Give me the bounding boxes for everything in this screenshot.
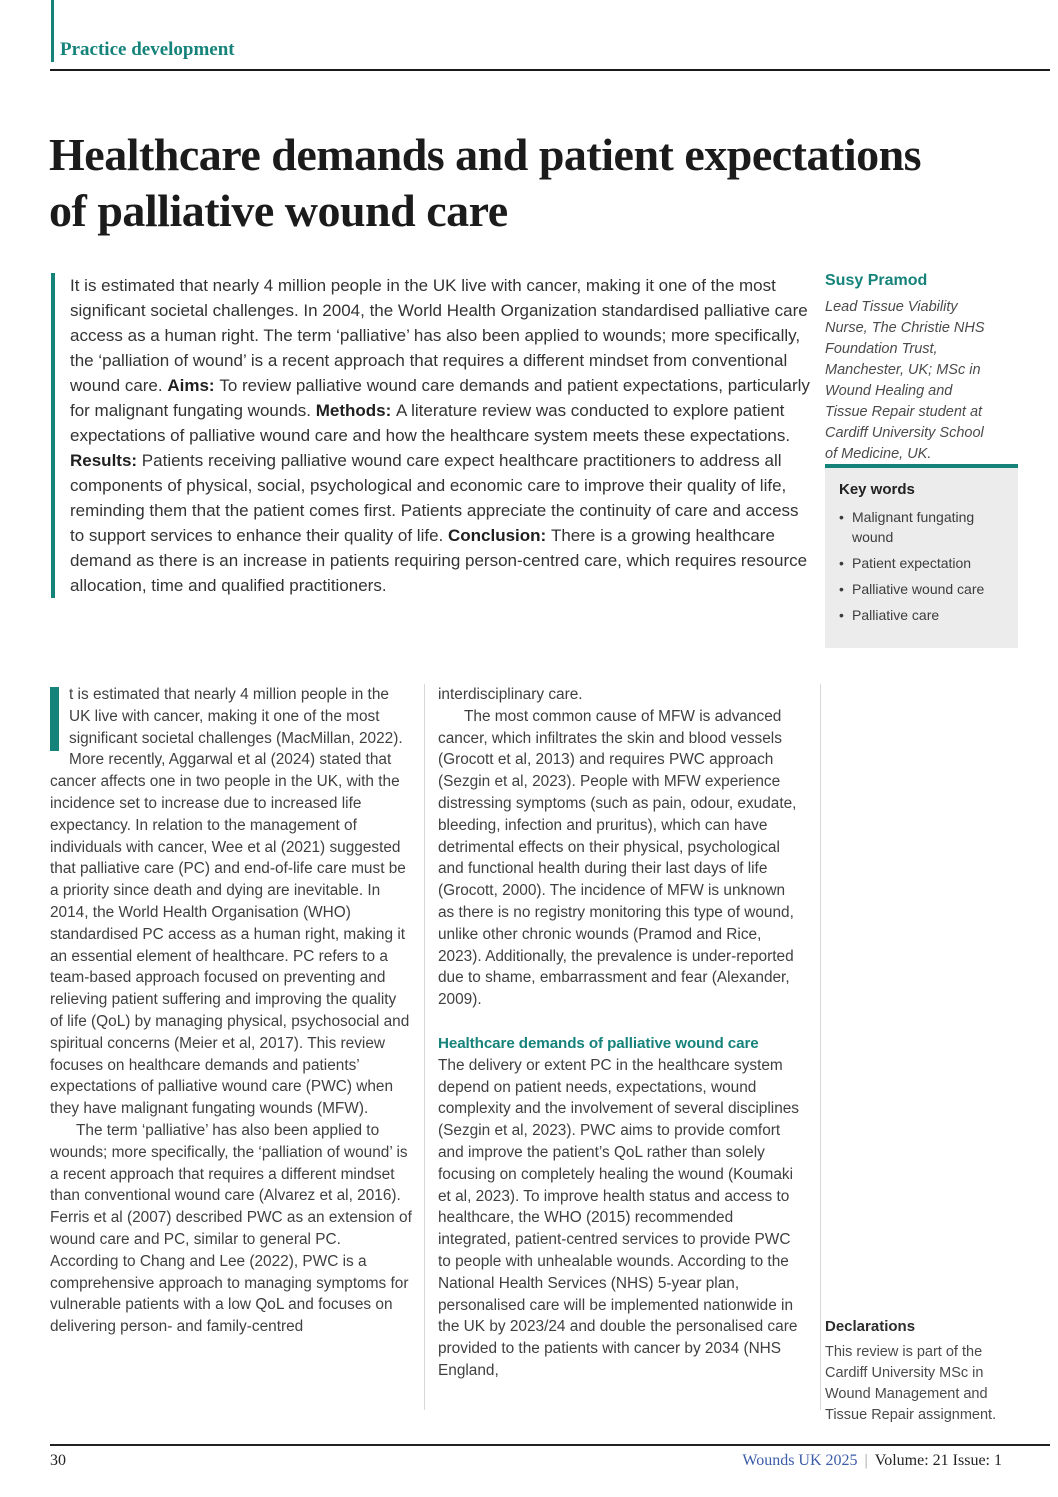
declarations-block <box>825 1318 997 1426</box>
abstract-segment: To review palliative wound care demands and patient expectations, particularly for malignant fungating wounds. <box>70 376 810 420</box>
column-divider <box>820 684 821 1410</box>
footer-separator: | <box>864 1452 868 1469</box>
author-block <box>825 272 997 465</box>
body-paragraph: interdisciplinary care. <box>438 686 583 703</box>
abstract-segment: There is a growing healthcare demand as there is an increase in patients requiring person-centred care, which requires resource allocation, time and qualified practitioners. <box>70 526 808 595</box>
author-name: Susy Pramod <box>825 272 928 289</box>
header-rule <box>50 69 1050 71</box>
issue-info: Volume: 21 Issue: 1 <box>874 1452 1002 1469</box>
page-number: 30 <box>50 1452 66 1469</box>
author-affiliation: Lead Tissue Viability Nurse, The Christie NHS Foundation Trust, Manchester, UK; MSc in Wound Healing and Tissue Repair student at Cardiff University School of Medicine, UK. <box>825 299 985 462</box>
kicker-accent-bar <box>51 0 54 62</box>
declarations-text: This review is part of the Cardiff University MSc in Wound Management and Tissue Repair assignment. <box>825 1344 997 1423</box>
keyword-item: • Palliative wound care <box>839 579 1006 599</box>
body-paragraph: The term ‘palliative’ has also been applied to wounds; more specifically, the ‘palliation of wound’ is a recent approach that requires a different mindset than conventional wound care (Alvarez et al, 2016). Ferris et al (2007) described PWC as an extension of wound care and PC, similar to general PC. According to Chang and Lee (2022), PWC is a comprehensive approach to managing symptoms for vulnerable patients with a low QoL and focuses on delivering person- and family-centred <box>50 1121 412 1336</box>
keywords-box <box>825 464 1018 648</box>
keywords-list <box>839 507 1006 625</box>
abstract-segment: It is estimated that nearly 4 million people in the UK live with cancer, making it one of the most significant societal challenges. In 2004, the World Health Organization standardised palliative care access as a human right. The term ‘palliative’ has also been applied to wounds; more specifically, the ‘palliation of wound’ is a recent approach that requires a different mindset from conventional wound care. <box>70 276 808 395</box>
keyword-item: • Patient expectation <box>839 553 1006 573</box>
keyword-item: • Palliative care <box>839 605 1006 625</box>
abstract-segment: Patients receiving palliative wound care expect healthcare practitioners to address all components of physical, social, psychological and economic care to improve their quality of life, reminding them that the patient comes first. Patients appreciate the continuity of care and access to support services to enhance their quality of life. <box>70 451 799 545</box>
column-divider <box>424 684 425 1410</box>
body-paragraph: The delivery or extent PC in the healthcare system depend on patient needs, expectations, wound complexity and the involvement of several disciplines (Sezgin et al, 2023). PWC aims to provide comfort and improve the patient’s QoL rather than solely focusing on completely healing the wound (Koumaki et al, 2023). To improve health status and access to healthcare, the WHO (2015) recommended integrated, patient-centred services to provide PWC to people with unhealable wounds. According to the National Health Services (NHS) 5-year plan, personalised care will be implemented nationwide in the UK by 2023/24 and double the personalised care provided to the patients with cancer by 2034 (NHS England, <box>438 1056 800 1379</box>
abstract-label: Methods: <box>315 401 396 420</box>
abstract-segment: A literature review was conducted to explore patient expectations of palliative wound care and how the healthcare system meets these expectations. <box>70 401 791 445</box>
abstract-block <box>51 273 812 598</box>
abstract-label: Aims: <box>167 376 220 395</box>
footer-rule <box>50 1444 1050 1446</box>
body-paragraph <box>50 684 412 1120</box>
abstract-label: Results: <box>70 451 142 470</box>
section-heading: Healthcare demands of palliative wound care <box>438 1034 759 1052</box>
footer-journal-info <box>742 1452 1002 1470</box>
journal-name: Wounds UK 2025 <box>742 1452 858 1469</box>
paragraph-text: t is estimated that nearly 4 million people in the UK live with cancer, making it one of the most significant societal challenges (MacMillan, 2022). More recently, Aggarwal et al (2024) stated that cancer affects one in two people in the UK, with the incidence set to increase due to increased life expectancy. In relation to the management of individuals with cancer, Wee et al (2021) suggested that palliative care (PC) and end-of-life care must be a priority since death and dying are inevitable. In 2014, the World Health Organisation (WHO) standardised PC access as a human right, making it an essential element of healthcare. PC refers to a team-based approach focused on preventing and relieving patient suffering and improving the quality of life (QoL) by managing physical, psychosocial and spiritual concerns (Meier et al, 2017). This review focuses on healthcare demands and patients’ expectations of palliative wound care (PWC) when they have malignant fungating wounds (MFW). <box>50 686 410 1118</box>
body-paragraph: The most common cause of MFW is advanced cancer, which infiltrates the skin and blood vessels (Grocott et al, 2013) and requires PWC approach (Sezgin et al, 2023). People with MFW experience distressing symptoms (such as pain, odour, exudate, bleeding, infection and pruritus), which can have detrimental effects on their physical, psychological and functional health during their last days of life (Grocott, 2000). The incidence of MFW is unknown as there is no registry monitoring this type of wound, unlike other chronic wounds (Pramod and Rice, 2023). Additionally, the prevalence is under-reported due to shame, embarrassment and fear (Alexander, 2009). <box>438 707 797 1009</box>
declarations-title: Declarations <box>825 1318 916 1335</box>
drop-cap-letter <box>50 687 59 751</box>
keywords-title: Key words <box>839 481 915 498</box>
body-column-2 <box>438 684 803 1382</box>
body-column-1 <box>50 684 412 1338</box>
keyword-item: • Malignant fungating wound <box>839 507 1006 547</box>
abstract-text <box>70 276 810 595</box>
section-kicker: Practice development <box>60 39 235 60</box>
article-title: Healthcare demands and patient expectations of palliative wound care <box>49 128 922 236</box>
abstract-label: Conclusion: <box>447 526 551 545</box>
